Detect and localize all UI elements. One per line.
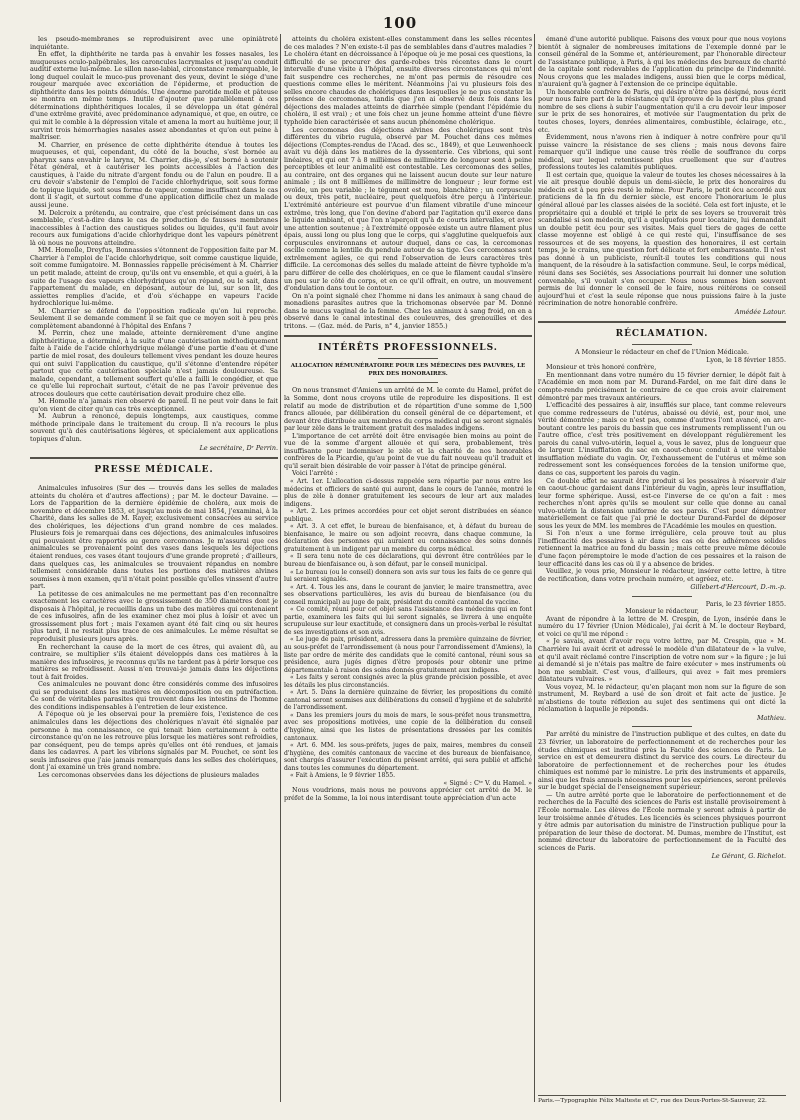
paragraph: On nous transmet d'Amiens un arrêté de M. le comte du Hamel, préfet de la Somme, dont nous croyons utile de reproduire les dispositions. Il est relatif au mode de distribution et de répartition d'une somme de 1,500 francs allouée, par délibération du conseil général de ce département, et devant être distribuée aux membres du corps médical qui se seront signalés par leur zèle dans le traitement gratuit des malades indigens. xyxy=(284,386,532,433)
paragraph: Vous voyez, M. le rédacteur, qu'en plaçant mon nom sur la figure de son instrument, M. Reybard a usé de son droit et fait acte de justice. Je m'abstiens de toute réflexion au sujet des sentimens qui ont dicté la réclamation à laquelle je réponds. xyxy=(538,682,786,714)
paragraph: L'importance de cet arrêté doit être envisagée bien moins au point de vue de la somme d'argent allouée et qui sera, probablement, très insuffisante pour indemniser le zèle et la charité de nos honorables confrères de la Picardie, qu'au point de vue du fait nouveau qu'il traduit et qu'il serait bien désirable de voir passer à l'état de principe général. xyxy=(284,431,532,470)
paragraph: M. Charrier se défend de l'opposition radicale qu'on lui reproche. Seulement il se demande comment il se fait que ce moyen soit à peu près complètement abandonné à l'hôpital des Enfans ? xyxy=(30,306,278,330)
article: « Fait à Amiens, le 9 février 1855. xyxy=(290,772,396,780)
paragraph: M. Perrin, chez une malade, atteinte dernièrement d'une angine diphthéritique, a déterminé, à la suite d'une cautérisation méthodiquement faite à l'aide de l'acide chlorhydrique mélangé d'une partie d'eau et d'une partie de miel rosat, des douleurs tellement vives pendant les douze heures qui ont suivi l'application du caustique, qu'il s'étonne d'entendre répéter partout que cette cautérisation spéciale n'est jamais douloureuse. Sa malade, cependant, a tellement souffert qu'elle a failli le congédier, et que ce qu'elle lui reprochait surtout, c'était de ne pas l'avoir prévenue des atroces douleurs que cette cautérisation devait produire chez elle. xyxy=(30,329,278,398)
paragraph: On n'a point signalé chez l'homme ni dans les animaux à sang chaud de monadiens parasites autres que la trichomonas observée par M. Donné dans le mucus vaginal de la femme. Chez les animaux à sang froid, on en a observé dans le canal intestinal des couleuvres, des grenouilles et des tritons. — (Gaz. méd. de Paris, n° 4, janvier 1855.) xyxy=(284,291,532,330)
section-divider xyxy=(30,457,278,459)
paragraph: Ce double effet ne saurait être produit si les pessaires à réservoir d'air en caout-chouc gardaient dans l'intérieur du vagin, après leur insufflation, leur forme sphérique. Aussi, est-ce l'inverse de ce qu'on a fait : mes recherches n'ont après qu'ils se moulent sur celle que donne au canal vulvo-utérin la distension uniforme de ses parois. C'est pour démontrer matériellement ce fait que j'ai prié le docteur Durand-Fardel de déposer sous les yeux de MM. les membres de l'Académie les moules en question. xyxy=(538,476,786,530)
paragraph: MM. Homolle, Dreyfus, Bonnassies s'étonnent de l'opposition faite par M. Charrier à l'emploi de l'acide chlorhydrique, soit comme caustique liquide, soit comme fumigatoire. M. Bonnassies rappelle précisément à M. Charrier un petit malade, atteint de croup, qu'ils ont vu ensemble, et qui a guéri, à la suite de l'usage des vapeurs chlorhydriques qu'on répand, ou le sait, dans l'appartement du malade, en déposant, autour de lui, sur son lit, des assiettes remplies d'acide, et d'où s'échappe en vapeurs l'acide hydrochlorique lui-même. xyxy=(30,246,278,308)
paragraph: Les cercomonas des déjections alvines des cholériques sont très différentes du vibrio rugula, observé par M. Pouchet dans ces mêmes déjections (Comptes-rendus de l'Acad. des sc., 1849), et que Leuwenhoeck avait vu déjà dans les matières de la dyssenterie. Ces vibrions, qui sont linéaires, et qui ont 7 à 8 millièmes de millimètre de longueur sont à peine perceptibles et leur animalité est contestable. Les cercomonas des selles, au contraire, ont des organes qui ne laissent aucun doute sur leur nature animale ; ils ont 8 millièmes de millimètre de longueur ; leur forme est ovoïde, un peu variable ; le tégument est mou, blanchâtre ; un corpuscule ou deux, très petit, nucléaire, peut quelquefois être perçu à l'intérieur. L'extrémité antérieure est pourvue d'un filament vibratile d'une minceur extrême, très long, que l'on devine d'abord par l'agitation qu'il exerce dans le liquide ambiant, et que l'on n'aperçoit qu'à de courts intervalles, et avec une attention soutenue ; à l'extrémité opposée existe un autre filament plus épais, aussi long ou plus long que le corps, qui s'agglutine quelquefois aux corpuscules environnans et autour duquel, dans ce cas, la cercomonas oscille comme la lentille du pendule autour de sa tige. Ces cercomonas sont extrêmement agiles, ce qui rend l'observation de leurs caractères très difficile. La cercomonas des selles du malade atteint de fièvre typhoïde m'a paru différer de celle des cholériques, en ce que le filament caudal s'insère un peu sur le côté du corps, et en ce qu'il offrait, en outre, un mouvement d'ondulation dans tout le contour. xyxy=(284,125,532,293)
paragraph: Ces animalcules ne pouvant donc être considérés comme des infusoires qui se produisent dans les matières en décomposition ou en putréfaction. Ce sont de véritables parasites qui trouvent dans les intestins de l'homme des conditions indispensables à l'entretien de leur existence. xyxy=(30,680,278,711)
column-divider xyxy=(280,34,281,1102)
signature: Gillebert-d'Hercourt, D.-m.-p. xyxy=(690,583,786,592)
paragraph: Les cercomonas observées dans les déjections de plusieurs malades xyxy=(38,770,260,779)
paragraph: Il est certain que, quoique la valeur de toutes les choses nécessaires à la vie ait presque doublé depuis un demi-siècle, le prix des honoraires du médecin est à peu près resté le même. Pour Paris, le petit écu accordé aux praticiens de la fin du dernier siècle, est encore l'honorarium le plus général alloué par les classes aisées de la société. Cela est fort injuste, et le propriétaire qui a doublé et triplé le prix de ses loyers se trouverait très scandalisé si son médecin, qu'il a quelquefois pour locataire, lui demandait un double petit écu pour ses visites. Mais quel tiers de gages de cette classe moyenne est obligé à ce qui reste qui, l'insuffisance de ses ressources et de ses moyens, la question des honoraires, il est certain temps, je le crains, une question fort délicate et fort embarrassante. Il n'est pas donné à un publiciste, réunît-il toutes les conditions qui nous manquent, de la résoudre à la satisfaction commune. Seul, le corps médical, réuni dans ses Sociétés, ses Associations pourrait lui donner une solution convenable, s'il voulait s'en occuper. Nous nous sommes bien souvent permis de lui donner le conseil de le faire, nous réitérons ce conseil aujourd'hui et c'est la seule réponse que nous puissions faire à la juste récrimination de notre honorable confrère. xyxy=(538,170,786,308)
article: « Art. 6. MM. les sous-préfets, juges de paix, maires, membres du conseil d'hygiène, des comités cantonaux de vaccine et des bureaux de bienfaisance, sont chargés d'assurer l'exécution du présent arrêté, qui sera publié et affiché dans toutes les communes du département. xyxy=(284,742,532,772)
paragraph: M. Homolle n'a jamais rien observé de pareil. Il ne peut voir dans le fait qu'on vient de citer qu'un cas très exceptionnel. xyxy=(30,397,278,413)
section-subtitle: ALLOCATION RÉMUNÉRATOIRE POUR LES MÉDECINS DES PAUVRES, LE PRIX DES HONORAIRES. xyxy=(290,363,526,377)
paragraph: Avant de répondre à la lettre de M. Crespin, de Lyon, insérée dans le numéro du 17 février (Union Médicale), j'ai écrit à M. le docteur Reybard, et voici ce qu'il me répond : xyxy=(538,614,786,638)
letter-date: Paris, le 23 février 1855. xyxy=(705,599,786,608)
title-rule xyxy=(124,480,184,481)
paragraph: En recherchant la cause de la mort de ces êtres, qui avaient dû, au contraire, se multiplier s'ils étaient développés dans ces matières à la manière des infusoires, je reconnus qu'ils ne tardent pas à périr lorsque ces matières se refroidissent. Aussi n'en trouvai-je jamais dans les déjections tout à fait froides. xyxy=(30,642,278,681)
title-rule xyxy=(632,344,692,345)
section-divider xyxy=(284,335,532,337)
section-title: RÉCLAMATION. xyxy=(615,329,709,340)
column-2 xyxy=(284,36,532,1098)
article: « Art. 1er. L'allocation ci-dessus rappelée sera répartie par nous entre les médecins et officiers de santé qui auront, dans le cours de l'année, montré le plus de zèle à donner gratuitement les secours de leur art aux malades indigens. xyxy=(284,477,532,508)
column-divider xyxy=(534,34,535,1102)
paragraph: En effet, la diphthérite ne tarda pas à envahir les fosses nasales, les muqueuses oculo-palpébrales, les caroncules lacrymales et jusqu'au conduit auditif externe lui-même. Le sillon naso-labial, circonstance remarquable, le long duquel coulait le muco-pus provenant des yeux, devint le siége d'une rougeur marquée avec excoriation de l'épiderme, et production de diphthérite dans les points dénudés. Une énorme parotide molle et pâteuse se montra en même temps. Inutile d'ajouter que parallèlement à ces déterminations diphthéritiques locales, il se développa un état général d'une extrême gravité, avec prédominance adynamique, et que, en outre, ce qui mit le comble à la dépression vitale et amena la mort au huitième jour, il survint trois hémorrhagies nasales assez abondantes et qu'on eut peine à maîtriser. xyxy=(30,50,278,142)
signature: Mathieu. xyxy=(756,713,786,722)
section-divider xyxy=(538,321,786,323)
column-1 xyxy=(30,36,278,1098)
paragraph: « Je savais, avant d'avoir reçu votre lettre, par M. Crespin, que » M. Charrière lui avait écrit et adressé le modèle d'un dilatateur de » la vulve, et qu'il avait réclamé contre l'inscription de votre nom sur » la figure ; je lui ai demandé si je n'étais pas maître de faire exécuter » mes instruments où bon me semblait. C'est vous, d'ailleurs, qui avez » fait mes premiers dilatateurs vulvaires. » xyxy=(538,637,786,684)
article: « Le bureau (ou le conseil) donnera son avis sur tous les faits de ce genre qui lui seraient signalés. xyxy=(284,568,532,584)
article-signature: « Signé : Cᵗᵉ V. du Hamel. » xyxy=(443,778,532,787)
article: « Le juge de paix, président, adressera dans la première quinzaine de février, au sous-préfet de l'arrondissement (à nous pour l'arrondissement d'Amiens), la liste par ordre de mérite des candidats que le comité cantonal, réuni sous sa présidence, aura jugés dignes d'être proposés pour obtenir une prime départementale à raison des soins donnés gratuitement aux indigens. xyxy=(284,636,532,674)
article: « Les faits y seront consignés avec la plus grande précision possible, et avec les détails les plus circonstanciés. xyxy=(284,674,532,689)
paragraph: En mentionnant dans votre numéro du 15 février dernier, le dépôt fait à l'Académie en mon nom par M. Durand-Fardel, on me fait dire dans le compte-rendu précisément le contraire de ce que crois avoir clairement démontré par mes travaux antérieurs. xyxy=(538,370,786,402)
signature: Amédée Latour. xyxy=(734,307,786,316)
notice-divider xyxy=(632,726,692,727)
paragraph: Un honorable confrère de Paris, qui désire n'être pas désigné, nous écrit pour nous faire part de la résistance qu'il éprouve de la part du plus grand nombre de ses cliens à subir l'augmentation qu'il a cru devoir leur imposer sur le prix de ses honoraires, et motivée sur l'augmentation du prix de toutes choses, loyers, denrées alimentaires, combustible, éclairage, etc., etc. xyxy=(538,87,786,134)
paragraph: les pseudo-membranes se reproduisirent avec une opiniâtreté inquiétante. xyxy=(30,36,278,51)
letter-address: A Monsieur le rédacteur en chef de l'Union Médicale. xyxy=(575,348,749,357)
article: « Art. 5. Dans la dernière quinzaine de février, les propositions du comité cantonal seront soumises aux délibérations du conseil d'hygiène et de salubrité de l'arrondissement. xyxy=(284,689,532,712)
title-rule xyxy=(378,358,438,359)
letter-divider xyxy=(632,596,692,597)
printer-imprint: Paris.—Typographie Félix Malteste et Cᵉ, rue des Deux-Portes-St-Sauveur, 22. xyxy=(538,1095,786,1104)
letter-salutation: Monsieur le rédacteur, xyxy=(625,607,699,616)
paragraph: Animalcules infusoires (Sur des — trouvés dans les selles de malades atteints du choléra et d'autres affections) ; par M. le docteur Davaine. — Lors de l'apparition de la dernière épidémie de choléra, aux mois de novembre et décembre 1853, et jusqu'au mois de mai 1854, j'examinai, à la Charité, dans les salles de M. Rayer, exclusivement consacrées au service des cholériques, les déjections d'un grand nombre de ces malades. Plusieurs fois je remarquai dans ces déjections, des animalcules infusoires qui pouvaient être rapportés au genre cercomonas. Je m'assurai que ces animalcules se provenaient point des vases dans lesquels les déjections étaient rendues, ces vases étant toujours d'une grande propreté ; d'ailleurs, dans quelques cas, les animalcules se trouvaient répandus en nombre tellement considérable dans toutes les portions des matières alvines soumises à mon examen, qu'il n'était point possible qu'elles vinssent d'autre part. xyxy=(30,484,278,591)
paragraph: Si l'on n'eux a une forme irrégulière, cela prouve tout au plus l'inefficacité des pessaires à air dans les cas où des adhérences solides retiennent la matrice au fond du bassin ; mais cette preuve même découle d'une façon péremptoire le mode d'action de ces pessaires et la raison de leur efficacité dans les cas où il y a absence de brides. xyxy=(538,529,786,568)
column-3 xyxy=(538,36,786,1098)
paragraph: A l'époque où je les observai pour la première fois, l'existence de ces animalcules dans les déjections des cholériques n'avait été signalée par personne à ma connaissance, ce qui tenait bien certainement à cette circonstance qu'on ne les retrouve plus lorsque les matières sont refroidies, par conséquent, peu de temps après qu'elles ont été rendues, et jamais dans les cadavres. A part les vibrions signalés par M. Pouchet, ce sont les seuls infusoires que j'aie jamais remarqués dans les selles des cholériques, dont j'ai examiné un très grand nombre. xyxy=(30,710,278,772)
paragraph: Voici l'arrêté : xyxy=(292,469,338,478)
paragraph: Veuillez, je vous prie, Monsieur le rédacteur, insérer cette lettre, à titre de rectification, dans votre prochain numéro, et agréez, etc. xyxy=(538,567,786,583)
paragraph: M. Charrier, en présence de cette diphthérite étendue à toutes les muqueuses, et qui, cependant, du côté de la bouche, s'est bornée au pharynx sans envahir le larynx, M. Charrier, dis-je, s'est borné à soutenir l'état général, et à cautériser les points accessibles à l'action des caustiques, à l'aide du nitrate d'argent fondu ou de l'alun en poudre. Il a cru devoir s'abstenir de l'emploi de l'acide chlorhydrique, soit sous forme de topique liquide, soit sous forme de vapeur, comme insuffisant dans le cas dont il s'agit, et surtout comme d'une application difficile chez un malade aussi jeune. xyxy=(30,140,278,210)
paragraph: M. Delcroix a prétendu, au contraire, que c'est précisément dans un cas semblable, c'est-à-dire dans le cas de production de fausses membranes inaccessibles à l'action des caustiques solides ou liquides, qu'il faut avoir recours aux fumigations d'acide chlorhydrique dont les vapeurs pénètrent là où nous ne pouvons atteindre. xyxy=(30,208,278,247)
title-rule xyxy=(378,382,438,383)
page-number: 100 xyxy=(382,14,418,32)
paragraph: — Un autre arrêté porte que le laboratoire de perfectionnement et de recherches de la Faculté des sciences de Paris est installé provisoirement à l'École normale. Les élèves de l'École normale y seront admis à partir de leur troisième année d'études. Les licenciés ès sciences physiques pourront y être admis par autorisation du ministre de l'instruction publique pour la préparation de leur thèse de doctorat. M. Dumas, membre de l'Institut, est nommé directeur du laboratoire de perfectionnement de la Faculté des sciences de Paris. xyxy=(538,790,786,852)
paragraph: atteints du choléra existent-elles constamment dans les selles récentes de ces malades ? N'en existe-t-il pas de semblables dans d'autres maladies ? Le choléra étant en décroissance à l'époque où je me posai ces questions, la difficulté de se procurer des garde-robes très récentes dans le court intervalle d'une visite à l'hôpital, ensuite diverses circonstances qui m'ont fait suspendre ces recherches, ne m'ont pas permis de résoudre ces questions comme elles le méritent. Néanmoins j'ai vu plusieurs fois des selles encore chaudes de cholériques dans lesquelles je ne pus constater la présence de cercomonas, tandis que j'en ai observé deux fois dans les déjections des malades atteints de diarrhée simple (pendant l'épidémie du choléra, il est vrai) ; et une fois chez un jeune homme atteint d'une fièvre typhoïde bien caractérisée et sans aucun phénomène cholérique. xyxy=(284,36,532,127)
article: « Art. 2. Les primes accordées pour cet objet seront distribuées en séance publique. xyxy=(284,508,532,523)
paragraph: Évidemment, nous n'avons rien à indiquer à notre confrère pour qu'il puisse vaincre la résistance de ses cliens ; mais nous devons faire remarquer qu'il indique une cause très réelle de souffrance du corps médical, sur lequel retentissent plus cruellement que sur d'autres professions toutes les calamités publiques. xyxy=(538,133,786,172)
paragraph: émané d'une autorité publique. Faisons des vœux pour que nous voyions bientôt à signaler de nombreuses imitations de l'exemple donné par le conseil général de la Somme et, antérieurement, par l'honorable directeur de l'assistance publique, à Paris, à qui les médecins des bureaux de charité de la capitale sont redevables de l'application du principe de l'indemnité. Nous croyons que les malades indigens, aussi bien que le corps médical, n'auraient qu'à gagner à l'extension de ce principe équitable. xyxy=(538,36,786,89)
paragraph: Nous voudrions, mais nous ne pouvons apprécier cet arrêté de M. le préfet de la Somme, la loi nous interdisant toute appréciation d'un acte xyxy=(284,786,532,802)
signature: Le secrétaire, Dʳ Perrin. xyxy=(199,443,278,452)
article: « Art. 4. Tous les ans, dans le courant de janvier, le maire transmettra, avec ses observations particulières, les avis du bureau de bienfaisance (ou du conseil municipal) au juge de paix, président du comité cantonal de vaccine. xyxy=(284,583,532,606)
paragraph: Par arrêté du ministre de l'instruction publique et des cultes, en date du 23 février, un laboratoire de perfectionnement et de recherches pour les études chimiques est institué près la Faculté des sciences de Paris. Le service en est et demeurera distinct du service des cours. Le directeur du laboratoire de perfectionnement et de recherches pour les études chimiques est nommé par le ministre. Le prix des instruments et appareils, ainsi que les frais annuels nécessaires pour les expériences, seront prélevés sur le budget spécial de l'enseignement supérieur. xyxy=(538,730,786,792)
paragraph: La petitesse de ces animalcules ne me permettant pas d'en reconnaître exactement les caractères avec le grossissement de 350 diamètres dont je disposais à l'hôpital, je recueillis dans un tube des matières qui contenaient de ces infusoires, afin de les examiner chez moi plus à loisir et avec un grossissement plus fort ; mais l'examen ayant été fait cinq ou six heures plus tard, il ne restait plus trace de ces animalcules. Le même résultat se reproduisit plusieurs jours après. xyxy=(30,589,278,644)
article: « Dans les premiers jours du mois de mars, le sous-préfet nous transmettra, avec ses propositions motivées, une copie de la délibération du conseil d'hygiène, ainsi que les listes de présentations dressées par les comités cantonaux. xyxy=(284,711,532,742)
gerant-signature: Le Gérant, G. Richelot. xyxy=(711,852,786,861)
article: « Il sera tenu note de ces déclarations, qui devront être contrôlées par le bureau de bienfaisance ou, à son défaut, par le conseil municipal. xyxy=(284,553,532,568)
paragraph: L'efficacité des pessaires à air, insufflés sur place, tant comme releveurs que comme redresseurs de l'utérus, abaissé ou dévié, est, pour moi, une vérité démontrée ; mais ce n'est pas, comme d'autres l'ont avancé, en arc-boutant contre les parois du bassin que ces instruments remplissent l'un ou l'autre office, c'est très positivement en développant régulièrement les parois du canal vulvo-utérin, lequel a, vous le savez, plus de longueur que de largeur. L'insufflation du sac en caout-chouc conduit à une véritable insufflation médiate du vagin. Or, l'exhaussement de l'utérus et même son redressement sont les conséquences forcées de la tension uniforme que, dans ce cas, supportent les parois du vagin. xyxy=(538,401,786,477)
section-title: PRESSE MÉDICALE. xyxy=(94,465,214,476)
letter-date: Lyon, le 18 février 1855. xyxy=(706,355,786,364)
article: « Art. 3. A cet effet, le bureau de bienfaisance, et, à défaut du bureau de bienfaisance, le maire ou son adjoint recevra, dans chaque commune, la déclaration des personnes qui auraient eu connaissance des soins donnés gratuitement à un indigent par un membre du corps médical. xyxy=(284,523,532,553)
paragraph: M. Aubrun a renoncé, depuis longtemps, aux caustiques, comme méthode principale dans le traitement du croup. Il n'a recours le plus souvent qu'à des cautérisations légères, et spécialement aux applications topiques d'alun. xyxy=(30,412,278,443)
section-title: INTÉRÊTS PROFESSIONNELS. xyxy=(318,343,498,354)
article: « Ce comité, réuni pour cet objet sans l'assistance des médecins qui en font partie, examinera les faits qui lui seront signalés, se livrera à une enquête scrupuleuse sur leur exactitude, et consignera dans un procès-verbal le résultat de ses investigations et son avis. xyxy=(284,606,532,636)
letter-salutation: Monsieur et très honoré confrère, xyxy=(546,363,657,372)
